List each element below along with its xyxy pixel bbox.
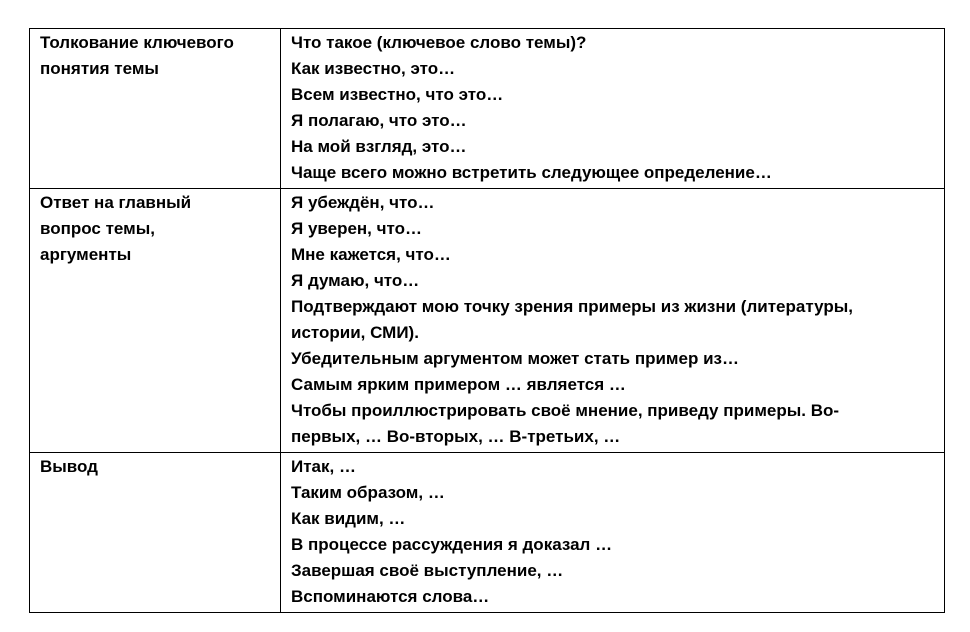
- phrase-item: В процессе рассуждения я доказал …: [291, 535, 613, 554]
- row-label-cell: [30, 453, 281, 613]
- phrases-cell: [281, 29, 945, 189]
- table-row: [30, 189, 945, 453]
- phrase-item: Таким образом, …: [291, 483, 445, 502]
- row-label: Вывод: [40, 457, 98, 476]
- phrase-item: Итак, …: [291, 457, 356, 476]
- phrase-item: Завершая своё выступление, …: [291, 561, 564, 580]
- phrase-item: Я думаю, что…: [291, 271, 420, 290]
- phrase-item: Чаще всего можно встретить следующее определение…: [291, 163, 772, 182]
- phrase-item: Я убеждён, что…: [291, 193, 435, 212]
- phrase-item: Мне кажется, что…: [291, 245, 451, 264]
- phrases-cell: [281, 189, 945, 453]
- phrase-item: Что такое (ключевое слово темы)?: [291, 33, 587, 52]
- phrase-item: Чтобы проиллюстрировать своё мнение, приведу примеры. Во- первых, … Во-вторых, … В-третьих, …: [291, 401, 840, 446]
- phrase-item: На мой взгляд, это…: [291, 137, 467, 156]
- phrase-item: Убедительным аргументом может стать пример из…: [291, 349, 739, 368]
- phrase-item: Самым ярким примером … является …: [291, 375, 626, 394]
- table-row: [30, 29, 945, 189]
- phrase-item: Подтверждают мою точку зрения примеры из жизни (литературы, истории, СМИ).: [291, 297, 853, 342]
- row-label: Толкование ключевого понятия темы: [40, 33, 234, 78]
- phrase-item: Я уверен, что…: [291, 219, 422, 238]
- phrase-item: Как видим, …: [291, 509, 406, 528]
- row-label-cell: [30, 29, 281, 189]
- phrase-item: Вспоминаются слова…: [291, 587, 490, 606]
- phrase-table: [29, 28, 945, 613]
- phrases-cell: [281, 453, 945, 613]
- phrase-item: Как известно, это…: [291, 59, 456, 78]
- phrase-item: Всем известно, что это…: [291, 85, 504, 104]
- row-label-cell: [30, 189, 281, 453]
- table-row: [30, 453, 945, 613]
- row-label: Ответ на главный вопрос темы, аргументы: [40, 193, 192, 264]
- phrase-item: Я полагаю, что это…: [291, 111, 467, 130]
